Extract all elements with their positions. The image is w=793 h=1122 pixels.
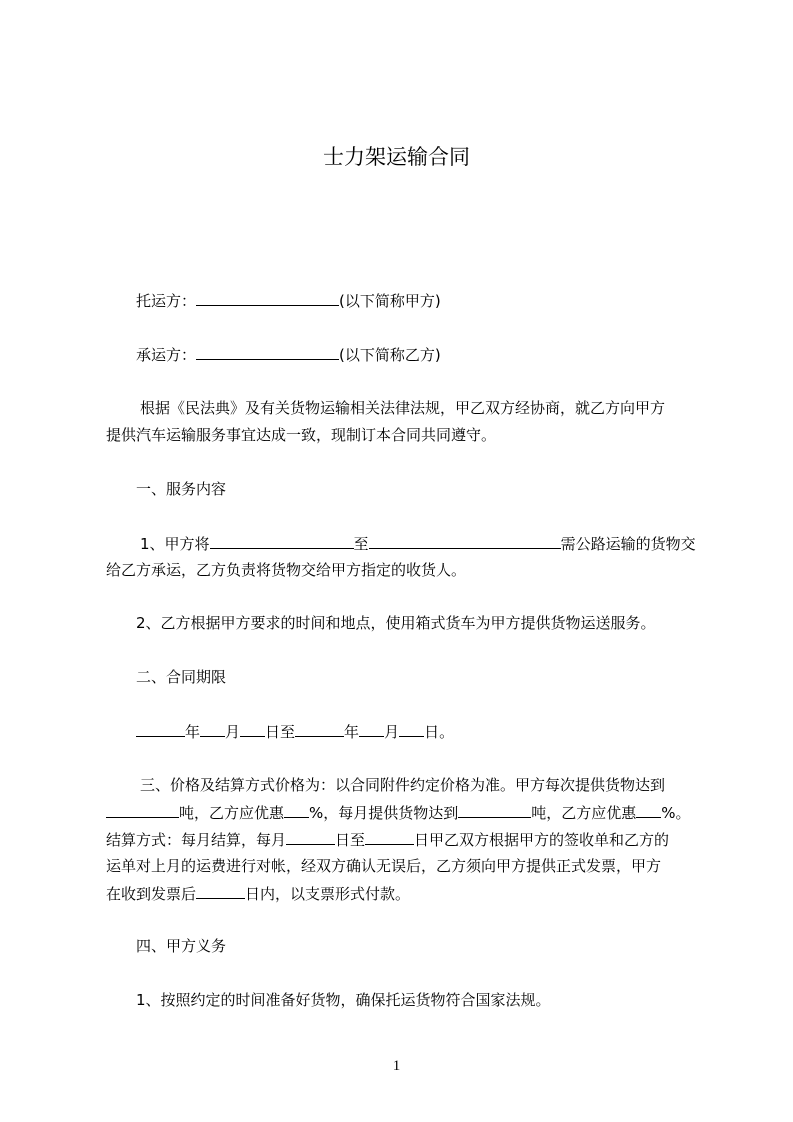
item1-text-b: 至 (353, 535, 369, 553)
payment-text-a: 在收到发票后 (106, 885, 197, 903)
settlement-text-c: 日甲乙双方根据甲方的签收单和乙方的 (414, 831, 670, 849)
shipper-suffix: (以下简称甲方) (339, 292, 441, 310)
settle-start-day-blank[interactable] (286, 829, 335, 845)
item1-text-c: 需公路运输的货物交 (560, 535, 696, 553)
section1-item2: 2、乙方根据甲方要求的时间和地点，使用箱式货车为甲方提供货物运送服务。 (136, 614, 656, 632)
origin-blank[interactable] (210, 533, 354, 549)
start-year-blank[interactable] (136, 721, 185, 737)
carrier-line (136, 344, 441, 365)
shipper-label: 托运方： (136, 292, 197, 310)
section2-heading: 二、合同期限 (136, 668, 227, 686)
end-day-blank[interactable] (399, 721, 424, 737)
section1-heading: 一、服务内容 (136, 480, 227, 498)
section1-item1-line2: 给乙方承运，乙方负责将货物交给甲方指定的收货人。 (106, 561, 467, 579)
monthly-ton-blank-2[interactable] (458, 802, 531, 818)
year-label: 年 (185, 723, 201, 741)
section3-line1: 三、价格及结算方式价格为：以合同附件约定价格为准。甲方每次提供货物达到 (140, 776, 666, 794)
month-label-2: 月 (384, 723, 400, 741)
start-day-blank[interactable] (240, 721, 265, 737)
day-end-label: 日。 (424, 723, 455, 741)
discount-pct-blank-1[interactable] (284, 802, 309, 818)
payment-days-blank[interactable] (196, 883, 245, 899)
section4-item1: 1、按照约定的时间准备好货物，确保托运货物符合国家法规。 (136, 991, 551, 1009)
carrier-suffix: (以下简称乙方) (339, 346, 441, 364)
pct1-text: %，每月提供货物达到 (309, 804, 459, 822)
section1-item1-line1 (140, 533, 696, 554)
section3-line2 (106, 802, 691, 823)
settlement-text-b: 日至 (335, 831, 366, 849)
preamble-line-1: 根据《民法典》及有关货物运输相关法律法规，甲乙双方经协商，就乙方向甲方 (140, 399, 666, 417)
start-month-blank[interactable] (200, 721, 225, 737)
section3-line4: 运单对上月的运费进行对帐，经双方确认无误后，乙方须向甲方提供正式发票，甲方 (106, 857, 662, 875)
pct2-text: %。 (661, 804, 691, 822)
section4-heading: 四、甲方义务 (136, 937, 227, 955)
payment-text-b: 日内，以支票形式付款。 (245, 885, 411, 903)
destination-blank[interactable] (369, 533, 561, 549)
shipper-line (136, 290, 441, 311)
carrier-blank[interactable] (196, 344, 339, 360)
settle-end-day-blank[interactable] (365, 829, 414, 845)
monthly-ton-blank-1[interactable] (106, 802, 179, 818)
page-title: 士力架运输合同 (323, 145, 470, 169)
preamble-line-2: 提供汽车运输服务事宜达成一致，现制订本合同共同遵守。 (106, 426, 497, 444)
day-to-label: 日至 (265, 723, 296, 741)
year-label-2: 年 (344, 723, 360, 741)
item1-text-a: 1、甲方将 (140, 535, 210, 553)
ton1-text: 吨，乙方应优惠 (179, 804, 285, 822)
term-line (136, 721, 454, 742)
page-number: 1 (392, 1058, 401, 1074)
discount-pct-blank-2[interactable] (636, 802, 661, 818)
end-month-blank[interactable] (359, 721, 384, 737)
shipper-blank[interactable] (196, 290, 339, 306)
section3-line3 (106, 829, 669, 850)
month-label: 月 (225, 723, 241, 741)
settlement-text-a: 结算方式：每月结算，每月 (106, 831, 287, 849)
carrier-label: 承运方： (136, 346, 197, 364)
end-year-blank[interactable] (295, 721, 344, 737)
section3-line5 (106, 883, 410, 904)
ton2-text: 吨，乙方应优惠 (531, 804, 637, 822)
